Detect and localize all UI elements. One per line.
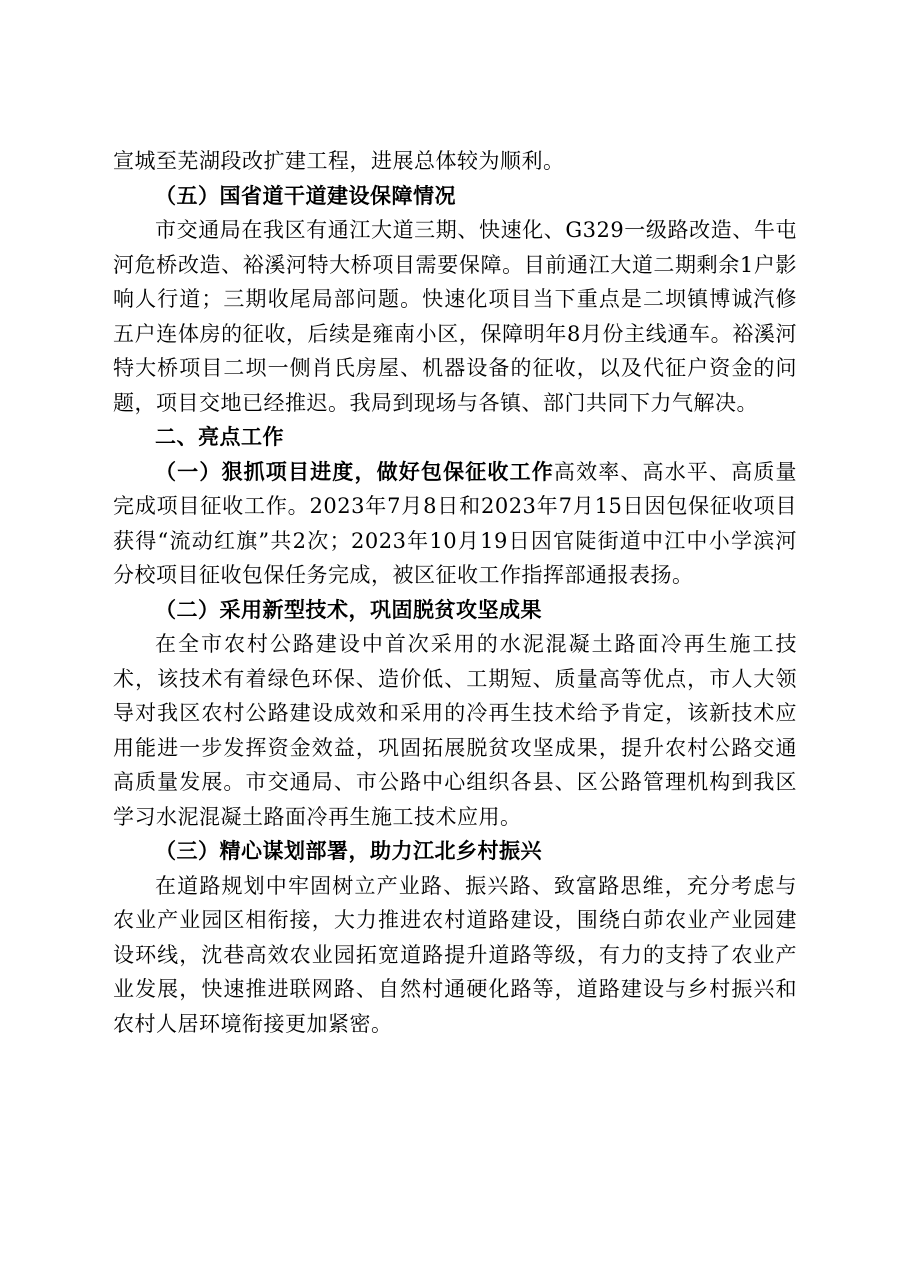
paragraph-highway-guarantee: 市交通局在我区有通江大道三期、快速化、G329一级路改造、牛屯河危桥改造、裕溪河特大桥项目需要保障。目前通江大道二期剩余1户影响人行道；三期收尾局部问题。快速化项目当下重点是二坝镇博诚汽修五户连体房的征收，后续是雍南小区，保障明年8月份主线通车。裕溪河特大桥项目二坝一侧肖氏房屋、机器设备的征收，以及代征户资金的问题，项目交地已经推迟。我局到现场与各镇、部门共同下力气解决。 <box>113 218 797 415</box>
heading-one: （一）狠抓项目进度，做好包保征收工作 <box>155 459 554 484</box>
heading-three: （三）精心谋划部署，助力江北乡村振兴 <box>155 839 542 863</box>
paragraph-cold-recycling: 在全市农村公路建设中首次采用的水泥混凝土路面冷再生施工技术，该技术有着绿色环保、造价低、工期短、质量高等优点，市人大领导对我区农村公路建设成效和采用的冷再生技术给予肯定，该新技术应用能进一步发挥资金效益，巩固拓展脱贫攻坚成果，提升农村公路交通高质量发展。市交通局、市公路中心组织各县、区公路管理机构到我区学习水泥混凝土路面冷再生施工技术应用。 <box>113 632 797 829</box>
paragraph-project-progress-text: 高效率、高水平、高质量完成项目征收工作。2023年7月8日和2023年7月15日因包保征收项目获得“流动红旗”共2次；2023年10月19日因官陡街道中江中小学滨河分校项目征收包保任务完成，被区征收工作指挥部通报表扬。 <box>113 459 798 587</box>
paragraph-project-progress <box>113 455 797 593</box>
document-page <box>113 144 797 1041</box>
paragraph-continuation: 宣城至芜湖段改扩建工程，进展总体较为顺利。 <box>113 149 565 173</box>
paragraph-rural-revitalization: 在道路规划中牢固树立产业路、振兴路、致富路思维，充分考虑与农业产业园区相衔接，大力推进农村道路建设，围绕白茆农业产业园建设环线，沈巷高效农业园拓宽道路提升道路等级，有力的支持了农业产业发展，快速推进联网路、自然村通硬化路等，道路建设与乡村振兴和农村人居环境衔接更加紧密。 <box>113 873 797 1036</box>
heading-two: （二）采用新型技术，巩固脱贫攻坚成果 <box>155 597 542 622</box>
heading-five: （五）国省道干道建设保障情况 <box>155 183 456 208</box>
section-heading-highlights: 二、亮点工作 <box>155 425 284 449</box>
